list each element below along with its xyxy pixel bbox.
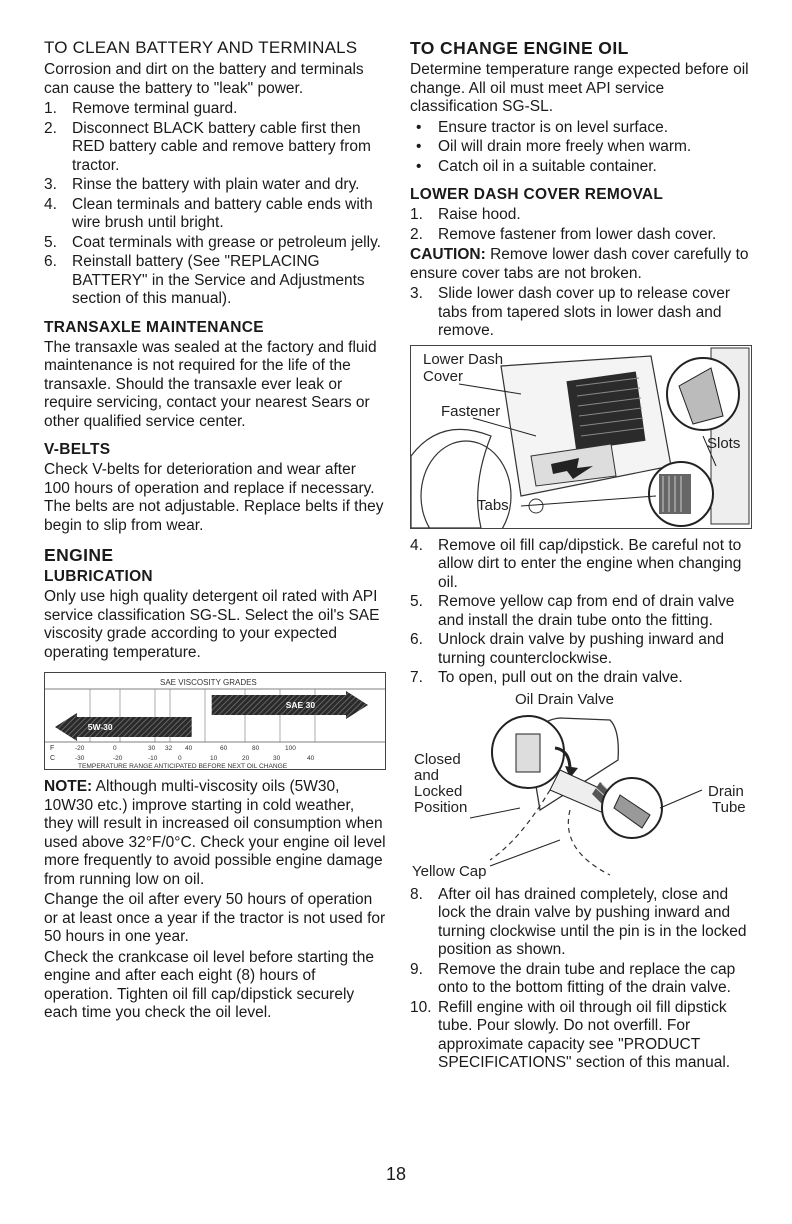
list-item: 10. Refill engine with oil through oil fill dipstick tube. Pour slowly. Do not overfill. For approximate capacity see "PRODUCT SPECIFICATIONS" section of this manual. <box>410 998 731 1071</box>
f-tick-label: 100 <box>285 745 296 752</box>
drain-valve-title: Oil Drain Valve <box>515 690 614 708</box>
refill-steps <box>410 886 752 1073</box>
right-column <box>410 38 752 1075</box>
bar-label: 5W-30 <box>87 722 113 732</box>
drain-valve-figure <box>410 690 752 886</box>
clean-battery-intro: Corrosion and dirt on the battery and terminals can cause the battery to "leak" power. <box>44 61 364 97</box>
and-label: and <box>414 766 440 784</box>
chart-footer: TEMPERATURE RANGE ANTICIPATED BEFORE NEXT OIL CHANGE <box>78 763 288 769</box>
f-tick-label: 40 <box>185 745 193 752</box>
list-item: 1. Remove terminal guard. <box>44 100 238 117</box>
dash-heading: LOWER DASH COVER REMOVAL <box>410 186 664 203</box>
viscosity-chart-svg <box>45 673 385 769</box>
f-tick-label: -20 <box>75 745 85 752</box>
page-number: 18 <box>385 1164 407 1184</box>
f-axis-label: F <box>50 745 55 752</box>
change-oil-heading: TO CHANGE ENGINE OIL <box>410 38 629 58</box>
list-item: 8. After oil has drained completely, close and lock the drain valve by pushing inward and turning clockwise until the pin is in the locked position as shown. <box>410 885 747 958</box>
note-text: Although multi-viscosity oils (5W30, 10W30 etc.) improve starting in cold weather, they will result in increased oil consumption when used above 32°F/0°C. Check your engine oil level more frequently to avoid possible engine damage from running low on oil. <box>44 778 386 888</box>
dash-steps <box>410 206 752 244</box>
c-tick-label: -10 <box>148 755 158 762</box>
list-item: • Catch oil in a suitable container. <box>416 157 657 175</box>
transaxle-heading: TRANSAXLE MAINTENANCE <box>44 318 264 336</box>
drain-valve-illustration <box>410 690 752 886</box>
chart-title: SAE VISCOSITY GRADES <box>160 678 257 687</box>
change-oil-intro: Determine temperature range expected before oil change. All oil must meet API service classification SG-SL. <box>410 61 749 115</box>
change-interval-text: Change the oil after every 50 hours of operation or at least once a year if the tractor is not used for 50 hours in one year. <box>44 891 386 945</box>
list-item: 1. Raise hood. <box>410 206 521 223</box>
bar-label: SAE 30 <box>285 700 316 710</box>
transaxle-text: The transaxle was sealed at the factory and fluid maintenance is not required for the life of the transaxle. Should the transaxle ever leak or require servicing, contact your nearest Sears or other qualified service center. <box>44 338 377 430</box>
list-item: 5. Coat terminals with grease or petroleum jelly. <box>44 233 381 251</box>
c-tick-label: -20 <box>113 755 123 762</box>
vbelts-heading: V-BELTS <box>44 441 111 458</box>
list-item: • Ensure tractor is on level surface. <box>416 118 669 136</box>
list-item: 6. Reinstall battery (See "REPLACING BATTERY" in the Service and Adjustments section of this manual). <box>44 253 365 307</box>
tabs-label: Tabs <box>477 496 509 514</box>
cover-label: Cover <box>423 367 464 385</box>
list-item: 7. To open, pull out on the drain valve. <box>410 669 683 686</box>
caution-text: Remove lower dash cover carefully to ensure cover tabs are not broken. <box>410 246 749 282</box>
f-tick-label: 0 <box>113 745 117 752</box>
dash-cover-figure <box>410 345 752 529</box>
list-item: 5. Remove yellow cap from end of drain valve and install the drain tube onto the fitting. <box>410 593 735 629</box>
slots-label: Slots <box>707 434 741 452</box>
f-tick-label: 30 <box>148 745 156 752</box>
f-tick-label: 32 <box>165 745 173 752</box>
vbelts-text: Check V-belts for deterioration and wear after 100 hours of operation and replace if necessary. The belts are not adjustable. Replace belts if they begin to slip from wear. <box>44 461 384 534</box>
viscosity-chart <box>44 672 386 770</box>
list-item: 3. Rinse the battery with plain water and dry. <box>44 176 360 193</box>
lubrication-text: Only use high quality detergent oil rated with API service classification SG-SL. Select the oil's SAE viscosity grade according to your expected operating temperature. <box>44 588 380 661</box>
lubrication-heading: LUBRICATION <box>44 568 153 585</box>
c-tick-label: 0 <box>178 755 182 762</box>
list-item: 2. Remove fastener from lower dash cover. <box>410 225 717 243</box>
tube-label: Tube <box>712 798 746 816</box>
c-tick-label: 40 <box>307 755 315 762</box>
engine-heading: ENGINE <box>44 545 114 565</box>
f-tick-label: 60 <box>220 745 228 752</box>
clean-battery-heading: TO CLEAN BATTERY AND TERMINALS <box>44 38 358 57</box>
dash-step-3 <box>410 285 752 341</box>
position-label: Position <box>414 798 468 816</box>
list-item: 3. Slide lower dash cover up to release cover tabs from tapered slots in lower dash and remove. <box>410 285 731 339</box>
change-oil-bullets <box>410 119 752 177</box>
list-item: 9. Remove the drain tube and replace the cap onto to the bottom fitting of the drain valve. <box>410 960 736 996</box>
lower-dash-label: Lower Dash <box>423 350 504 368</box>
list-item: 4. Remove oil fill cap/dipstick. Be careful not to allow dirt to enter the engine when changing oil. <box>410 536 742 591</box>
c-tick-label: 20 <box>242 755 250 762</box>
c-tick-label: -30 <box>75 755 85 762</box>
note-label: NOTE: <box>44 778 93 795</box>
dash-cover-illustration <box>411 346 751 528</box>
fastener-label: Fastener <box>441 402 501 420</box>
list-item: 4. Clean terminals and battery cable ends with wire brush until bright. <box>44 195 373 231</box>
locked-label: Locked <box>414 782 463 800</box>
yellow-cap-label: Yellow Cap <box>412 862 487 880</box>
bar-5w-30 <box>55 713 192 741</box>
list-item: 6. Unlock drain valve by pushing inward and turning counterclockwise. <box>410 631 725 667</box>
c-tick-label: 10 <box>210 755 218 762</box>
list-item: • Oil will drain more freely when warm. <box>416 138 692 155</box>
caution-paragraph <box>410 246 752 283</box>
closed-label: Closed <box>414 750 461 768</box>
f-tick-label: 80 <box>252 745 260 752</box>
left-column <box>44 38 386 1025</box>
caution-label: CAUTION: <box>410 246 486 263</box>
list-item: 2. Disconnect BLACK battery cable first then RED battery cable and remove battery from tractor. <box>44 119 371 174</box>
c-tick-label: 30 <box>273 755 281 762</box>
c-axis-label: C <box>50 755 56 762</box>
drain-label: Drain <box>708 782 744 800</box>
drain-steps <box>410 537 752 688</box>
note-paragraph <box>44 778 386 889</box>
clean-battery-steps <box>44 100 386 309</box>
check-level-text: Check the crankcase oil level before starting the engine and after each eight (8) hours of operation. Tighten oil fill cap/dipstick securely each time you check the oil level. <box>44 948 374 1021</box>
